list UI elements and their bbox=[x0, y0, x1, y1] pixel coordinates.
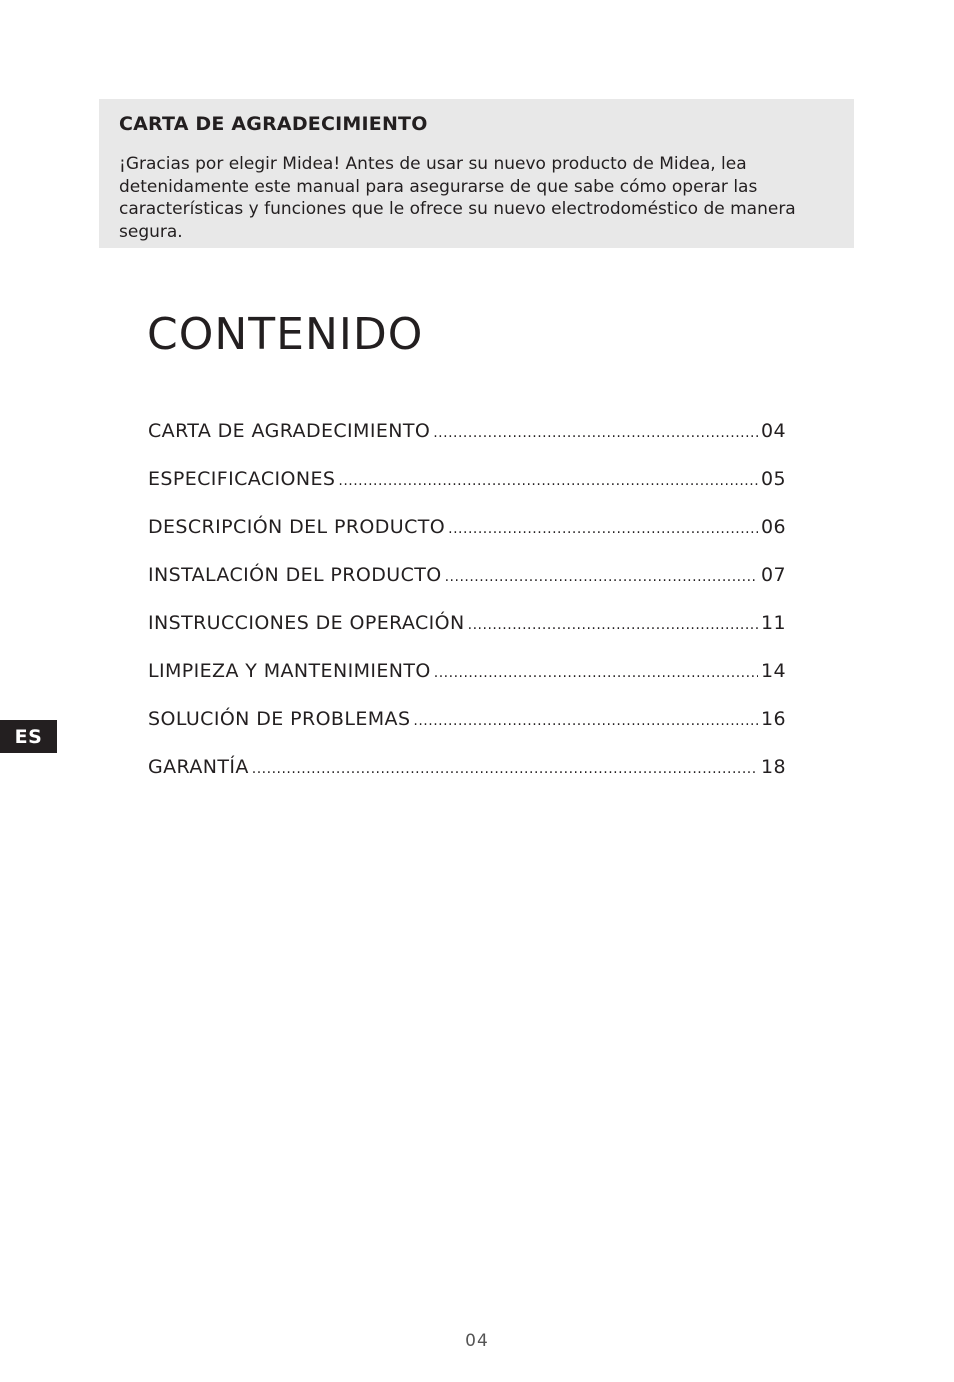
toc-leader-dots bbox=[413, 713, 758, 729]
toc-item-page: 07 bbox=[761, 564, 786, 586]
toc-item-instalacion[interactable] bbox=[148, 564, 786, 612]
toc-item-carta[interactable] bbox=[148, 420, 786, 468]
toc-leader-dots bbox=[434, 665, 758, 681]
toc-item-page: 14 bbox=[761, 660, 786, 682]
toc-item-instrucciones[interactable] bbox=[148, 612, 786, 660]
toc-leader-dots bbox=[252, 761, 758, 777]
toc-item-label: GARANTÍA bbox=[148, 756, 249, 778]
toc-item-solucion[interactable] bbox=[148, 708, 786, 756]
toc-item-label: ESPECIFICACIONES bbox=[148, 468, 336, 490]
toc-item-label: CARTA DE AGRADECIMIENTO bbox=[148, 420, 431, 442]
thanks-letter-title: CARTA DE AGRADECIMIENTO bbox=[119, 113, 428, 135]
toc-item-page: 18 bbox=[761, 756, 786, 778]
table-of-contents bbox=[148, 420, 786, 804]
thanks-letter-box bbox=[99, 99, 854, 248]
toc-item-label: DESCRIPCIÓN DEL PRODUCTO bbox=[148, 516, 446, 538]
page-number: 04 bbox=[465, 1331, 489, 1351]
toc-item-page: 06 bbox=[761, 516, 786, 538]
toc-item-descripcion[interactable] bbox=[148, 516, 786, 564]
toc-item-limpieza[interactable] bbox=[148, 660, 786, 708]
toc-title: CONTENIDO bbox=[147, 309, 424, 360]
toc-leader-dots bbox=[338, 473, 758, 489]
toc-item-page: 11 bbox=[761, 612, 786, 634]
toc-item-label: SOLUCIÓN DE PROBLEMAS bbox=[148, 708, 411, 730]
toc-leader-dots bbox=[448, 521, 758, 537]
language-tab: ES bbox=[0, 720, 57, 753]
toc-leader-dots bbox=[433, 425, 758, 441]
toc-item-page: 16 bbox=[761, 708, 786, 730]
thanks-letter-text: ¡Gracias por elegir Midea! Antes de usar su nuevo producto de Midea, lea detenidamente este manual para asegurarse de que sabe cómo operar las características y funciones que le ofrece su nuevo electrodoméstico de manera segura. bbox=[119, 154, 796, 242]
toc-leader-dots bbox=[468, 617, 758, 633]
toc-item-label: INSTALACIÓN DEL PRODUCTO bbox=[148, 564, 442, 586]
toc-item-garantia[interactable] bbox=[148, 756, 786, 804]
toc-item-page: 04 bbox=[761, 420, 786, 442]
toc-item-especificaciones[interactable] bbox=[148, 468, 786, 516]
toc-leader-dots bbox=[445, 569, 758, 585]
toc-item-label: INSTRUCCIONES DE OPERACIÓN bbox=[148, 612, 465, 634]
toc-item-label: LIMPIEZA Y MANTENIMIENTO bbox=[148, 660, 431, 682]
toc-item-page: 05 bbox=[761, 468, 786, 490]
